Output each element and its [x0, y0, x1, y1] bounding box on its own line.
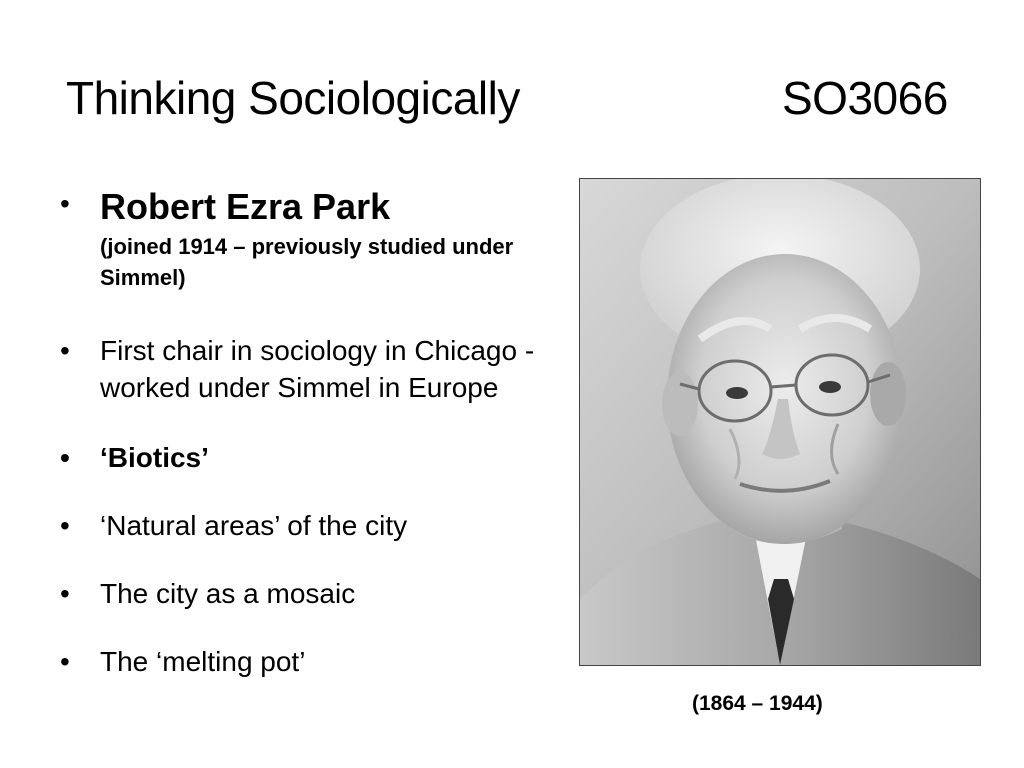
bullet-subtext: (joined 1914 – previously studied under Simmel) — [100, 234, 514, 290]
bullet-icon: • — [60, 442, 70, 473]
bullet-text: The city as a mosaic — [100, 578, 356, 609]
bullet-item-first-chair — [60, 332, 560, 406]
bullet-icon: • — [60, 188, 70, 219]
bullet-icon: • — [60, 578, 70, 609]
portrait-caption: (1864 – 1944) — [692, 692, 823, 715]
bullet-item-melting-pot — [60, 643, 560, 680]
bullet-item-biotics — [60, 439, 560, 476]
bullet-heading: Robert Ezra Park — [100, 186, 391, 227]
bullet-text: ‘Natural areas’ of the city — [100, 510, 408, 541]
bullet-text: The ‘melting pot’ — [100, 646, 306, 677]
slide-title: Thinking Sociologically — [66, 72, 520, 124]
bullet-icon: • — [60, 335, 70, 366]
bullet-icon: • — [60, 510, 70, 541]
course-code: SO3066 — [782, 72, 948, 124]
bullet-item-natural-areas — [60, 507, 560, 544]
bullet-item-city-mosaic — [60, 575, 560, 612]
bullet-item-robert-ezra-park — [60, 184, 560, 293]
bullet-icon: • — [60, 646, 70, 677]
bullet-text: ‘Biotics’ — [100, 442, 209, 473]
bullet-list — [60, 184, 560, 680]
bullet-text: First chair in sociology in Chicago - worked under Simmel in Europe — [100, 335, 535, 403]
portrait-photo — [579, 178, 981, 666]
